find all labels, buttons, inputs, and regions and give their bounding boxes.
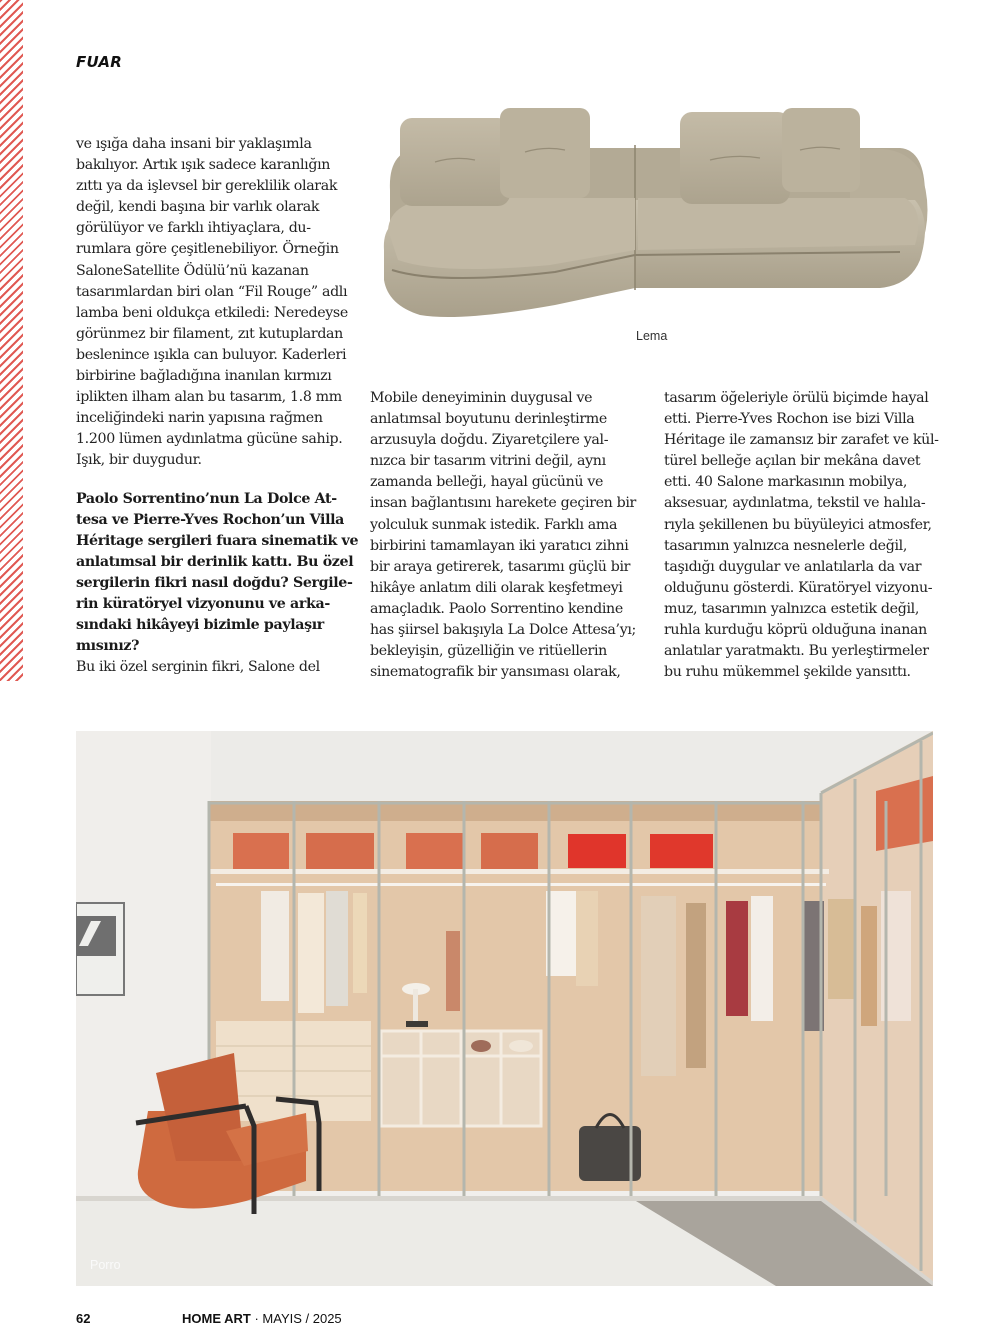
sofa-illustration — [380, 100, 940, 325]
text-column-1 — [76, 134, 366, 678]
text-line: görülüyor ve farklı ihtiyaçlara, du- — [76, 220, 311, 237]
text-line: ve ışığa daha insani bir yaklaşımla — [76, 136, 312, 152]
text-line: has şiirsel bakışıyla La Dolce Attesa’yı; — [370, 622, 636, 639]
text-line: birbirini tamamlayan iki yaratıcı zihni — [370, 537, 629, 554]
body-paragraph — [664, 388, 944, 683]
back-pillow — [680, 112, 790, 204]
text-line: lamba beni oldukça etkiledi: Neredeyse — [76, 304, 348, 321]
text-line: değil, kendi başına bir varlık olarak — [76, 199, 320, 216]
text-line: bu ruhu mükemmel şekilde yansıttı. — [664, 664, 911, 681]
text-line: Mobile deneyiminin duygusal ve — [370, 390, 593, 406]
interview-question — [76, 489, 366, 658]
text-line: anlatımsal boyutunu derinleştirme — [370, 411, 607, 428]
text-column-3 — [664, 388, 944, 683]
text-line: Işık, bir duygudur. — [76, 452, 202, 469]
image-caption: Lema — [636, 329, 668, 343]
seat-cushion — [638, 198, 918, 250]
text-line: bekleyişin, güzelliğin ve ritüellerin — [370, 643, 607, 660]
text-line: tesa ve Pierre-Yves Rochon’un Villa — [76, 511, 344, 528]
text-line: inceliğindeki narin yapısına rağmen — [76, 410, 323, 427]
text-line: sinematografik bir yansıması olarak, — [370, 664, 621, 681]
text-line: yolculuk sunmak istedik. Farklı ama — [370, 516, 618, 533]
text-line: Bu iki özel serginin fikri, Salone del — [76, 659, 320, 676]
text-line: rumlara göre çeşitlenebiliyor. Örneğin — [76, 241, 339, 258]
back-pillow — [400, 118, 510, 206]
back-pillow — [500, 108, 590, 198]
wardrobe-photo — [76, 731, 933, 1286]
text-line: anlatılar yaratmaktı. Bu yerleştirmeler — [664, 643, 929, 660]
answer-paragraph — [76, 657, 366, 678]
text-line: arzusuyla doğdu. Ziyaretçilere yal- — [370, 432, 609, 449]
text-line: iplikten ilham alan bu tasarım, 1.8 mm — [76, 389, 342, 406]
text-line: olduğunu gösterdi. Küratöryel vizyonu- — [664, 579, 933, 596]
text-line: bir araya getirerek, tasarımı güçlü bir — [370, 558, 631, 575]
text-line: beslenince ışıkla can buluyor. Kaderleri — [76, 346, 347, 363]
text-line: aksesuar, aydınlatma, tekstil ve halıla- — [664, 495, 926, 512]
text-line: türel belleğe açılan bir mekâna davet — [664, 453, 921, 470]
separator: · — [250, 1311, 263, 1326]
text-line: muz, tasarımın yalnızca estetik değil, — [664, 600, 919, 617]
text-line: bakılıyor. Artık ışık sadece karanlığın — [76, 157, 331, 174]
text-line: amaçladık. Paolo Sorrentino kendine — [370, 600, 623, 617]
text-line: taşıdığı duygular ve anlatılarla da var — [664, 558, 922, 575]
text-line: ruhla kurduğu köprü olduğuna inanan — [664, 622, 927, 639]
text-line: SaloneSatellite Ödülü’nü kazanan — [76, 262, 309, 279]
body-paragraph — [76, 134, 366, 472]
magazine-name: HOME ART — [182, 1311, 251, 1326]
text-line: tasarım öğeleriyle örülü biçimde hayal — [664, 390, 929, 406]
back-pillow — [782, 108, 860, 192]
text-line: anlatımsal bir derinlik kattı. Bu özel — [76, 553, 354, 570]
body-paragraph — [370, 388, 650, 683]
text-line: rıyla şekillenen bu büyüleyici atmosfer, — [664, 516, 932, 533]
text-line: hikâye anlatım dili olarak keşfetmeyi — [370, 579, 623, 596]
text-line: sergilerin fikri nasıl doğdu? Sergile- — [76, 574, 353, 591]
text-column-2 — [370, 388, 650, 683]
text-line: 1.200 lümen aydınlatma gücüne sahip. — [76, 431, 343, 448]
cubby-shelves — [381, 1031, 541, 1126]
text-line: Paolo Sorrentino’nun La Dolce At- — [76, 490, 337, 507]
image-caption: Porro — [90, 1258, 121, 1272]
text-line: tasarımlardan biri olan “Fil Rouge” adlı — [76, 283, 348, 300]
decorative-stripe-bar — [0, 0, 23, 681]
text-line: etti. 40 Salone markasının mobilya, — [664, 474, 907, 491]
text-line: zıttı ya da işlevsel bir gereklilik olarak — [76, 178, 338, 195]
text-line: zamanda belleği, hayal gücünü ve — [370, 474, 604, 491]
text-line: Héritage ile zamansız bir zarafet ve kül- — [664, 432, 939, 449]
page-number: 62 — [76, 1311, 91, 1326]
magazine-footer — [182, 1311, 342, 1326]
text-line: görünmez bir filament, zıt kutuplardan — [76, 325, 343, 342]
wardrobe-illustration — [76, 731, 933, 1286]
text-line: Héritage sergileri fuara sinematik ve — [76, 532, 359, 549]
text-line: mısınız? — [76, 638, 140, 655]
text-line: insan bağlantısını harekete geçiren bir — [370, 495, 636, 512]
sofa-photo — [380, 100, 940, 325]
issue-date: MAYIS / 2025 — [262, 1311, 342, 1326]
text-line: etti. Pierre-Yves Rochon ise bizi Villa — [664, 411, 915, 428]
text-line: nızca bir tasarım vitrini değil, aynı — [370, 453, 606, 470]
text-line: tasarımın yalnızca nesnelerle değil, — [664, 537, 907, 554]
text-line: sındaki hikâyeyi bizimle paylaşır — [76, 617, 324, 634]
section-label: FUAR — [76, 53, 123, 71]
text-line: rin küratöryel vizyonunu ve arka- — [76, 595, 330, 612]
text-line: birbirine bağladığına inanılan kırmızı — [76, 368, 332, 385]
